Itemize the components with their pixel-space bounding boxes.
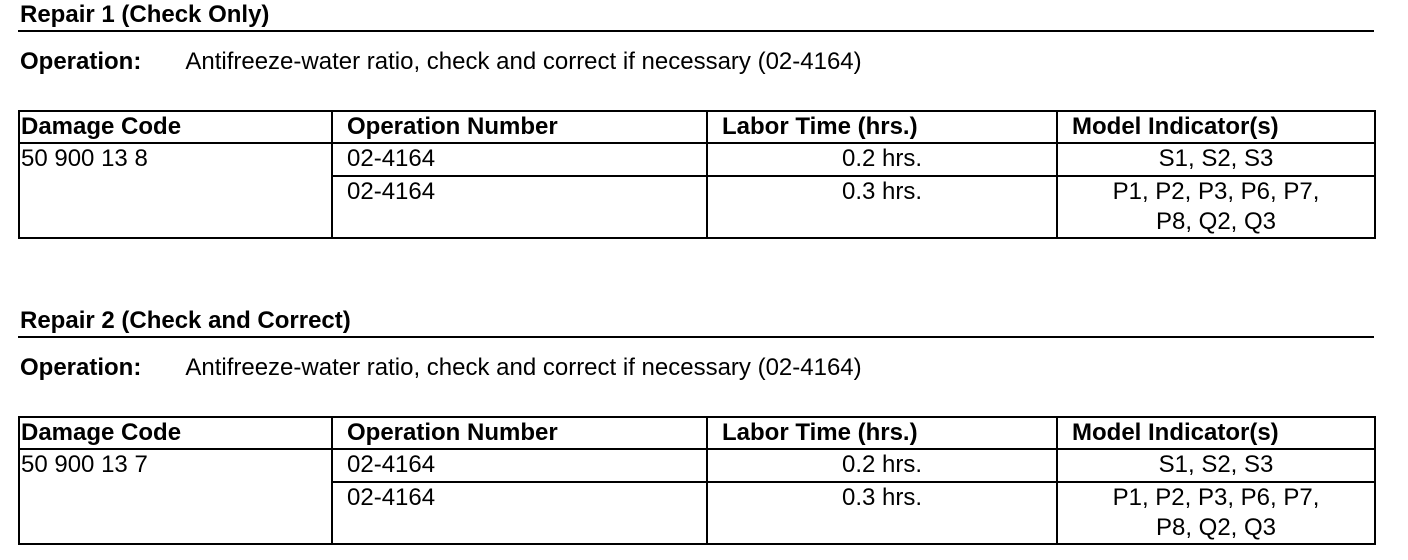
operation-line	[18, 353, 1374, 383]
operation-number-cell: 02-4164	[332, 449, 707, 482]
table-header-row	[19, 417, 1375, 449]
repair-table	[18, 416, 1376, 545]
labor-time-cell: 0.2 hrs.	[707, 449, 1057, 482]
header-model-indicators: Model Indicator(s)	[1057, 417, 1375, 449]
repair-title: Repair 2 (Check and Correct)	[18, 306, 1374, 338]
labor-time-cell: 0.2 hrs.	[707, 143, 1057, 176]
table-header-row	[19, 111, 1375, 143]
operation-number-cell: 02-4164	[332, 482, 707, 544]
model-indicators-cell: S1, S2, S3	[1057, 143, 1375, 176]
model-indicators-cell	[1057, 176, 1375, 238]
model-indicators-cell: S1, S2, S3	[1057, 449, 1375, 482]
repair-table	[18, 110, 1376, 239]
labor-time-cell: 0.3 hrs.	[707, 482, 1057, 544]
model-indicators-line: P8, Q2, Q3	[1155, 514, 1277, 541]
operation-line	[18, 47, 1374, 77]
header-labor-time: Labor Time (hrs.)	[707, 417, 1057, 449]
header-operation-number: Operation Number	[332, 111, 707, 143]
damage-code-cell: 50 900 13 8	[19, 143, 332, 238]
repair-section-1	[18, 0, 1374, 235]
repair-title: Repair 1 (Check Only)	[18, 0, 1374, 32]
model-indicators-cell	[1057, 482, 1375, 544]
repair-section-2	[18, 306, 1374, 541]
operation-number-cell: 02-4164	[332, 143, 707, 176]
operation-number-cell: 02-4164	[332, 176, 707, 238]
table-row	[19, 449, 1375, 482]
operation-label: Operation:	[20, 354, 142, 381]
model-indicators-line: P1, P2, P3, P6, P7,	[1112, 178, 1320, 205]
damage-code-cell: 50 900 13 7	[19, 449, 332, 544]
header-damage-code: Damage Code	[19, 417, 332, 449]
operation-label: Operation:	[20, 48, 142, 75]
header-damage-code: Damage Code	[19, 111, 332, 143]
operation-text: Antifreeze-water ratio, check and correct if necessary (02-4164)	[185, 48, 862, 75]
header-labor-time: Labor Time (hrs.)	[707, 111, 1057, 143]
header-operation-number: Operation Number	[332, 417, 707, 449]
labor-time-cell: 0.3 hrs.	[707, 176, 1057, 238]
table-row	[19, 143, 1375, 176]
model-indicators-line: P1, P2, P3, P6, P7,	[1112, 484, 1320, 511]
header-model-indicators: Model Indicator(s)	[1057, 111, 1375, 143]
operation-text: Antifreeze-water ratio, check and correct if necessary (02-4164)	[185, 354, 862, 381]
model-indicators-line: P8, Q2, Q3	[1155, 208, 1277, 235]
